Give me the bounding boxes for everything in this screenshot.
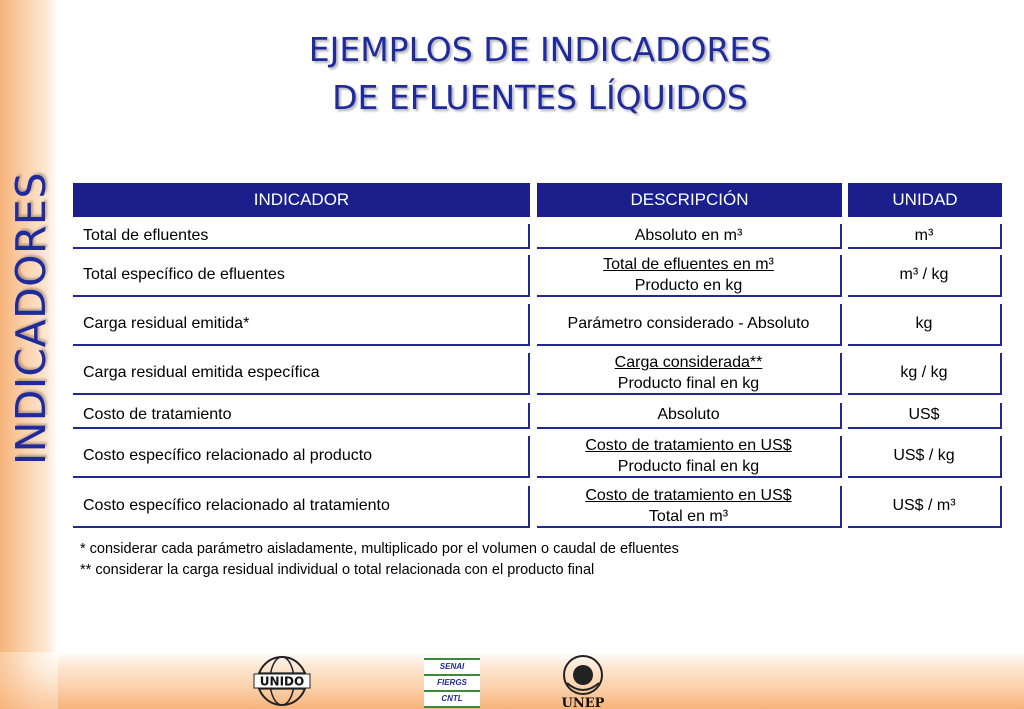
descripcion-numerator: Costo de tratamiento en US$ xyxy=(585,487,792,504)
table-row-unidad: kg xyxy=(848,304,1002,346)
footnote-2: ** considerar la carga residual individual o total relacionada con el producto final xyxy=(80,562,595,578)
descripcion-numerator: Carga considerada** xyxy=(614,354,763,371)
table-row-descripcion xyxy=(537,304,842,346)
senai-fiergs-cntl-logo xyxy=(424,656,480,708)
side-title: INDICADORES xyxy=(7,172,55,465)
page-title-line-2: DE EFLUENTES LÍQUIDOS xyxy=(332,78,748,117)
table-row-descripcion xyxy=(537,353,842,395)
header-indicador: INDICADOR xyxy=(73,183,530,217)
table-row-unidad: US$ xyxy=(848,403,1002,429)
page-title-line-1: EJEMPLOS DE INDICADORES xyxy=(308,30,772,69)
descripcion-denominator: Producto en kg xyxy=(634,277,743,294)
footnote-1: * considerar cada parámetro aisladamente, multiplicado por el volumen o caudal de efluentes xyxy=(80,541,679,557)
descripcion-text: Absoluto en m³ xyxy=(634,226,743,244)
senai-logo-line-3: CNTL xyxy=(441,694,463,703)
table-row-unidad: US$ / m³ xyxy=(848,486,1002,528)
table-row-unidad: US$ / kg xyxy=(848,436,1002,478)
unido-logo-text: UNIDO xyxy=(259,674,305,689)
unep-logo-text: UNEP xyxy=(561,696,605,709)
descripcion-text: Absoluto xyxy=(657,406,720,423)
table-row-indicador: Costo específico relacionado al producto xyxy=(73,436,530,478)
unep-logo xyxy=(553,653,613,709)
table-row-descripcion xyxy=(537,436,842,478)
table-row-indicador: Total específico de efluentes xyxy=(73,255,530,297)
frame-corner xyxy=(0,652,58,709)
bottom-frame-gradient xyxy=(0,652,1024,709)
descripcion-numerator: Costo de tratamiento en US$ xyxy=(585,437,792,454)
table-row-descripcion xyxy=(537,486,842,528)
descripcion-numerator: Total de efluentes en m³ xyxy=(603,256,774,273)
header-unidad: UNIDAD xyxy=(848,183,1002,217)
descripcion-denominator: Producto final en kg xyxy=(617,458,760,475)
unido-logo xyxy=(249,655,315,707)
page-title xyxy=(200,26,880,122)
table-row-descripcion xyxy=(537,255,842,297)
table-row-unidad: kg / kg xyxy=(848,353,1002,395)
senai-logo-line-2: FIERGS xyxy=(437,678,467,687)
table-row-indicador: Carga residual emitida* xyxy=(73,304,530,346)
table-row-unidad: m³ / kg xyxy=(848,255,1002,297)
descripcion-text: Parámetro considerado - Absoluto xyxy=(567,315,810,332)
table-row-descripcion xyxy=(537,224,842,249)
senai-logo-line-1: SENAI xyxy=(439,662,465,671)
table-row-indicador: Carga residual emitida específica xyxy=(73,353,530,395)
table-row-descripcion xyxy=(537,403,842,429)
descripcion-denominator: Total en m³ xyxy=(648,508,729,525)
descripcion-denominator: Producto final en kg xyxy=(617,375,760,392)
table-row-indicador: Total de efluentes xyxy=(73,224,530,249)
table-row-indicador: Costo de tratamiento xyxy=(73,403,530,429)
table-row-unidad: m³ xyxy=(848,224,1002,249)
header-descripcion: DESCRIPCIÓN xyxy=(537,183,842,217)
table-row-indicador: Costo específico relacionado al tratamiento xyxy=(73,486,530,528)
